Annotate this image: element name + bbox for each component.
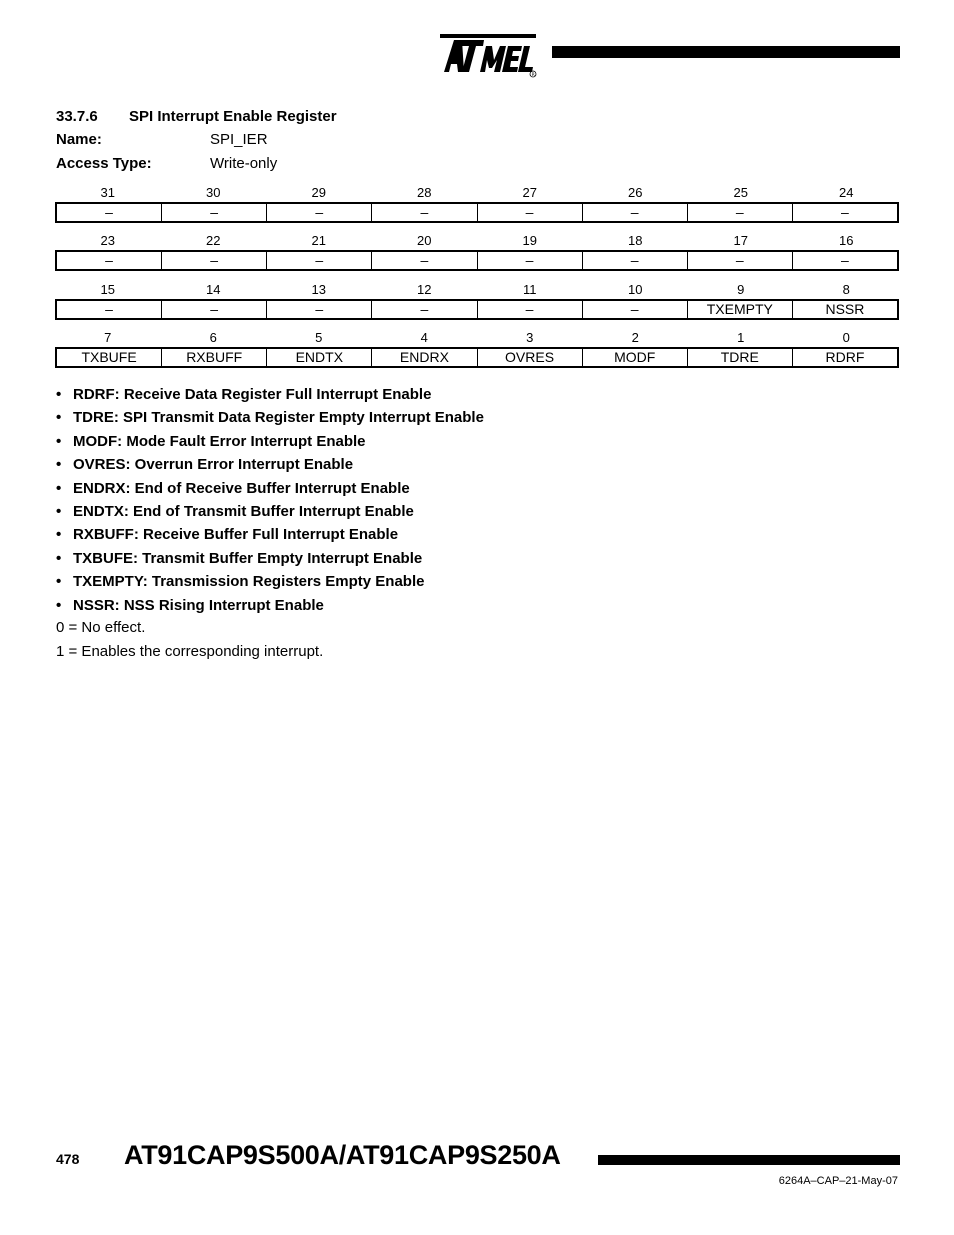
- bit-numbers: [55, 329, 899, 347]
- section-number: 33.7.6: [56, 108, 98, 125]
- list-item: • MODF: Mode Fault Error Interrupt Enable: [56, 432, 366, 450]
- bit-number: 31: [100, 185, 115, 200]
- bullet-icon: •: [56, 432, 62, 450]
- bit-field: –: [266, 204, 371, 221]
- note-enables: 1 = Enables the corresponding interrupt.: [56, 643, 324, 660]
- bit-number: 19: [522, 233, 537, 248]
- bit-fields: [55, 347, 899, 368]
- bit-number: 24: [839, 185, 854, 200]
- section-heading: [56, 108, 337, 125]
- note-no-effect: 0 = No effect.: [56, 619, 146, 636]
- bit-number: 14: [206, 282, 221, 297]
- list-item: • RXBUFF: Receive Buffer Full Interrupt Enable: [56, 526, 399, 544]
- bit-field: –: [477, 204, 582, 221]
- header-bar: [552, 46, 900, 58]
- bit-field: –: [161, 301, 266, 318]
- bit-field: –: [161, 252, 266, 269]
- bit-field: –: [266, 301, 371, 318]
- bit-number: 0: [842, 330, 850, 345]
- bit-number: 8: [842, 282, 850, 297]
- bit-number: 21: [311, 233, 326, 248]
- access-type-row: [56, 155, 277, 172]
- bit-field: –: [371, 204, 476, 221]
- bullet-icon: •: [56, 456, 62, 474]
- bullet-icon: •: [56, 386, 62, 403]
- bullet-icon: •: [56, 573, 62, 591]
- list-item: • NSSR: NSS Rising Interrupt Enable: [56, 596, 324, 614]
- bit-field: RXBUFF: [161, 349, 266, 366]
- bit-field: –: [266, 252, 371, 269]
- bit-numbers: [55, 281, 899, 299]
- bit-number: 29: [311, 185, 326, 200]
- bit-field: –: [477, 301, 582, 318]
- bit-number: 13: [311, 282, 326, 297]
- bit-field: NSSR: [792, 301, 897, 318]
- bit-fields: [55, 250, 899, 271]
- bit-number: 18: [628, 233, 643, 248]
- bit-number: 2: [631, 330, 639, 345]
- bit-field: –: [582, 204, 687, 221]
- bit-number: 11: [523, 282, 537, 297]
- name-value: SPI_IER: [210, 131, 268, 148]
- list-item: • ENDRX: End of Receive Buffer Interrupt Enable: [56, 479, 410, 497]
- bit-number: 27: [522, 185, 537, 200]
- bit-field: –: [105, 252, 113, 268]
- access-value: Write-only: [210, 155, 278, 172]
- bullet-icon: •: [56, 596, 62, 614]
- bit-field: TDRE: [687, 349, 792, 366]
- bit-number: 26: [628, 185, 643, 200]
- bit-numbers: [55, 232, 899, 250]
- list-item: • TDRE: SPI Transmit Data Register Empty Interrupt Enable: [56, 409, 484, 427]
- page-number: 478: [56, 1151, 80, 1167]
- bit-field: –: [792, 204, 897, 221]
- bit-number: 16: [839, 233, 854, 248]
- register-name-row: [56, 131, 268, 148]
- access-label: Access Type:: [56, 155, 152, 172]
- bit-number: 28: [417, 185, 432, 200]
- bit-number: 25: [733, 185, 748, 200]
- bit-field: –: [582, 252, 687, 269]
- bit-number: 23: [100, 233, 115, 248]
- bit-field: –: [371, 301, 476, 318]
- bit-field: MODF: [582, 349, 687, 366]
- document-title: AT91CAP9S500A/AT91CAP9S250A: [124, 1140, 561, 1170]
- bit-number: 20: [417, 233, 432, 248]
- register-row: [55, 329, 899, 368]
- bit-field: TXBUFE: [81, 349, 137, 365]
- bit-number: 9: [737, 282, 745, 297]
- bit-number: 10: [628, 282, 643, 297]
- bullet-icon: •: [56, 549, 62, 567]
- bullet-icon: •: [56, 526, 62, 544]
- register-row: [55, 184, 899, 223]
- bit-field: OVRES: [477, 349, 582, 366]
- svg-text:R: R: [531, 72, 535, 78]
- bit-number: 5: [315, 330, 323, 345]
- register-row: [55, 281, 899, 320]
- bit-field: ENDRX: [371, 349, 476, 366]
- bullet-icon: •: [56, 502, 62, 520]
- bit-number: 12: [417, 282, 432, 297]
- bit-number: 7: [104, 330, 112, 345]
- bullet-icon: •: [56, 409, 62, 427]
- bit-field: –: [477, 252, 582, 269]
- field-description-list: [56, 385, 484, 619]
- bit-field: –: [161, 204, 266, 221]
- bit-fields: [55, 299, 899, 320]
- bit-field: –: [687, 252, 792, 269]
- bit-field: –: [371, 252, 476, 269]
- bit-number: 22: [206, 233, 221, 248]
- section-title: SPI Interrupt Enable Register: [129, 108, 337, 125]
- bit-numbers: [55, 184, 899, 202]
- bit-field: –: [792, 252, 897, 269]
- bit-field: TXEMPTY: [687, 301, 792, 318]
- bullet-icon: •: [56, 479, 62, 497]
- bit-number: 1: [737, 330, 745, 345]
- bit-number: 3: [526, 330, 534, 345]
- bit-field: RDRF: [792, 349, 897, 366]
- footer-bar: [598, 1155, 900, 1165]
- document-reference: 6264A–CAP–21-May-07: [778, 1175, 898, 1187]
- bit-number: 6: [209, 330, 217, 345]
- bit-number: 4: [420, 330, 428, 345]
- list-item: • ENDTX: End of Transmit Buffer Interrupt Enable: [56, 502, 414, 520]
- register-row: [55, 232, 899, 271]
- bit-field: –: [687, 204, 792, 221]
- bit-field: ENDTX: [266, 349, 371, 366]
- list-item: • RDRF: Receive Data Register Full Interrupt Enable: [56, 386, 432, 403]
- atmel-logo-icon: [440, 28, 540, 78]
- name-label: Name:: [56, 131, 102, 148]
- bit-fields: [55, 202, 899, 223]
- list-item: • TXEMPTY: Transmission Registers Empty Enable: [56, 573, 425, 591]
- bit-number: 30: [206, 185, 221, 200]
- bit-number: 15: [100, 282, 115, 297]
- list-item: • TXBUFE: Transmit Buffer Empty Interrupt Enable: [56, 549, 423, 567]
- list-item: • OVRES: Overrun Error Interrupt Enable: [56, 456, 354, 474]
- bit-field: –: [105, 204, 113, 220]
- bit-number: 17: [733, 233, 748, 248]
- bit-field: –: [582, 301, 687, 318]
- bit-field: –: [105, 301, 113, 317]
